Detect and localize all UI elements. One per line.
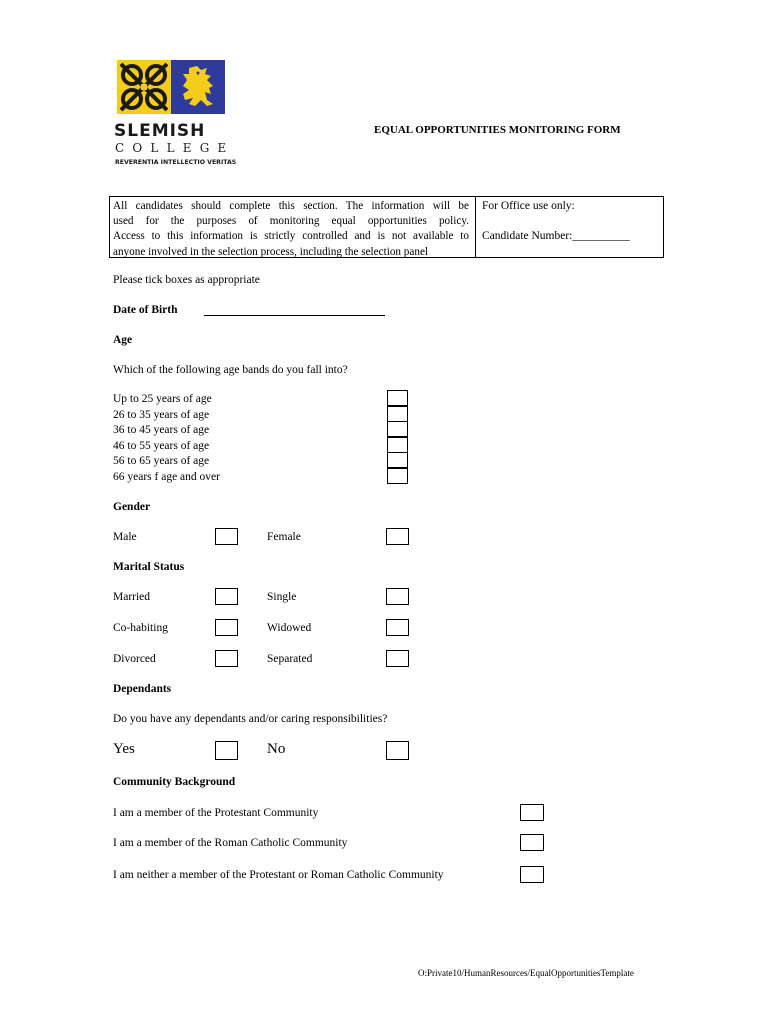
yes-checkbox[interactable] bbox=[215, 741, 238, 760]
age-band-label: Up to 25 years of age bbox=[113, 393, 212, 405]
form-title: EQUAL OPPORTUNITIES MONITORING FORM bbox=[374, 124, 621, 136]
marital-heading: Marital Status bbox=[113, 561, 185, 573]
college-subtitle: COLLEGE bbox=[115, 141, 235, 155]
info-box-divider bbox=[475, 196, 476, 258]
female-label: Female bbox=[267, 531, 301, 543]
instructions-text: Please tick boxes as appropriate bbox=[113, 274, 260, 286]
college-name: SLEMISH bbox=[114, 121, 206, 141]
info-line: anyone involved in the selection process, including the selection panel bbox=[113, 245, 429, 258]
age-band-label: 26 to 35 years of age bbox=[113, 408, 210, 421]
info-line: used for the purposes of monitoring equal opportunities policy. bbox=[113, 215, 469, 228]
single-label: Single bbox=[267, 591, 297, 603]
celtic-knot-icon bbox=[117, 60, 171, 114]
community-heading: Community Background bbox=[113, 776, 236, 788]
age-band-checkbox[interactable] bbox=[387, 468, 408, 484]
male-label: Male bbox=[113, 531, 137, 543]
cohabiting-label: Co-habiting bbox=[113, 622, 168, 634]
neither-checkbox[interactable] bbox=[520, 866, 544, 883]
age-band-label: 66 years f age and over bbox=[113, 470, 220, 483]
age-band-checkbox[interactable] bbox=[387, 437, 408, 453]
age-band-label: 46 to 55 years of age bbox=[113, 439, 210, 452]
college-motto: REVERENTIA INTELLECTIO VERITAS bbox=[115, 159, 237, 166]
catholic-checkbox[interactable] bbox=[520, 834, 544, 851]
info-line: All candidates should complete this section. The information will be bbox=[113, 200, 469, 212]
info-text bbox=[113, 199, 469, 260]
married-checkbox[interactable] bbox=[215, 588, 238, 605]
protestant-checkbox[interactable] bbox=[520, 804, 544, 821]
separated-label: Separated bbox=[267, 653, 313, 665]
age-band-checkbox[interactable] bbox=[387, 390, 408, 406]
office-use-label: For Office use only: bbox=[482, 200, 575, 212]
single-checkbox[interactable] bbox=[386, 588, 409, 605]
footer-path: O:Private10/HumanResources/EqualOpportunitiesTemplate bbox=[418, 968, 634, 978]
male-checkbox[interactable] bbox=[215, 528, 238, 545]
age-band-label: 56 to 65 years of age bbox=[113, 455, 210, 467]
catholic-label: I am a member of the Roman Catholic Community bbox=[113, 837, 348, 849]
divorced-checkbox[interactable] bbox=[215, 650, 238, 667]
info-line: Access to this information is strictly controlled and is not available to bbox=[113, 230, 469, 243]
age-band-checkbox[interactable] bbox=[387, 452, 408, 468]
married-label: Married bbox=[113, 591, 151, 603]
age-band-checkbox[interactable] bbox=[387, 421, 408, 437]
age-question: Which of the following age bands do you fall into? bbox=[113, 364, 348, 376]
separated-checkbox[interactable] bbox=[386, 650, 409, 667]
female-checkbox[interactable] bbox=[386, 528, 409, 545]
yes-label: Yes bbox=[113, 741, 135, 757]
cohabiting-checkbox[interactable] bbox=[215, 619, 238, 636]
age-heading: Age bbox=[113, 334, 133, 346]
age-band-label: 36 to 45 years of age bbox=[113, 424, 210, 436]
rampant-lion-icon bbox=[171, 60, 225, 114]
dob-label: Date of Birth bbox=[113, 304, 178, 316]
no-label: No bbox=[267, 741, 286, 757]
no-checkbox[interactable] bbox=[386, 741, 409, 760]
logo-knot-panel bbox=[117, 60, 171, 114]
dependants-question: Do you have any dependants and/or caring responsibilities? bbox=[113, 713, 388, 725]
neither-label: I am neither a member of the Protestant or Roman Catholic Community bbox=[113, 869, 444, 881]
dependants-heading: Dependants bbox=[113, 683, 172, 695]
candidate-number-field: Candidate Number:__________ bbox=[482, 230, 630, 242]
widowed-label: Widowed bbox=[267, 622, 312, 634]
divorced-label: Divorced bbox=[113, 653, 156, 665]
protestant-label: I am a member of the Protestant Community bbox=[113, 807, 319, 819]
widowed-checkbox[interactable] bbox=[386, 619, 409, 636]
age-band-checkbox[interactable] bbox=[387, 406, 408, 422]
logo-lion-panel bbox=[171, 60, 225, 114]
gender-heading: Gender bbox=[113, 501, 151, 513]
dob-input-line[interactable] bbox=[204, 315, 385, 316]
